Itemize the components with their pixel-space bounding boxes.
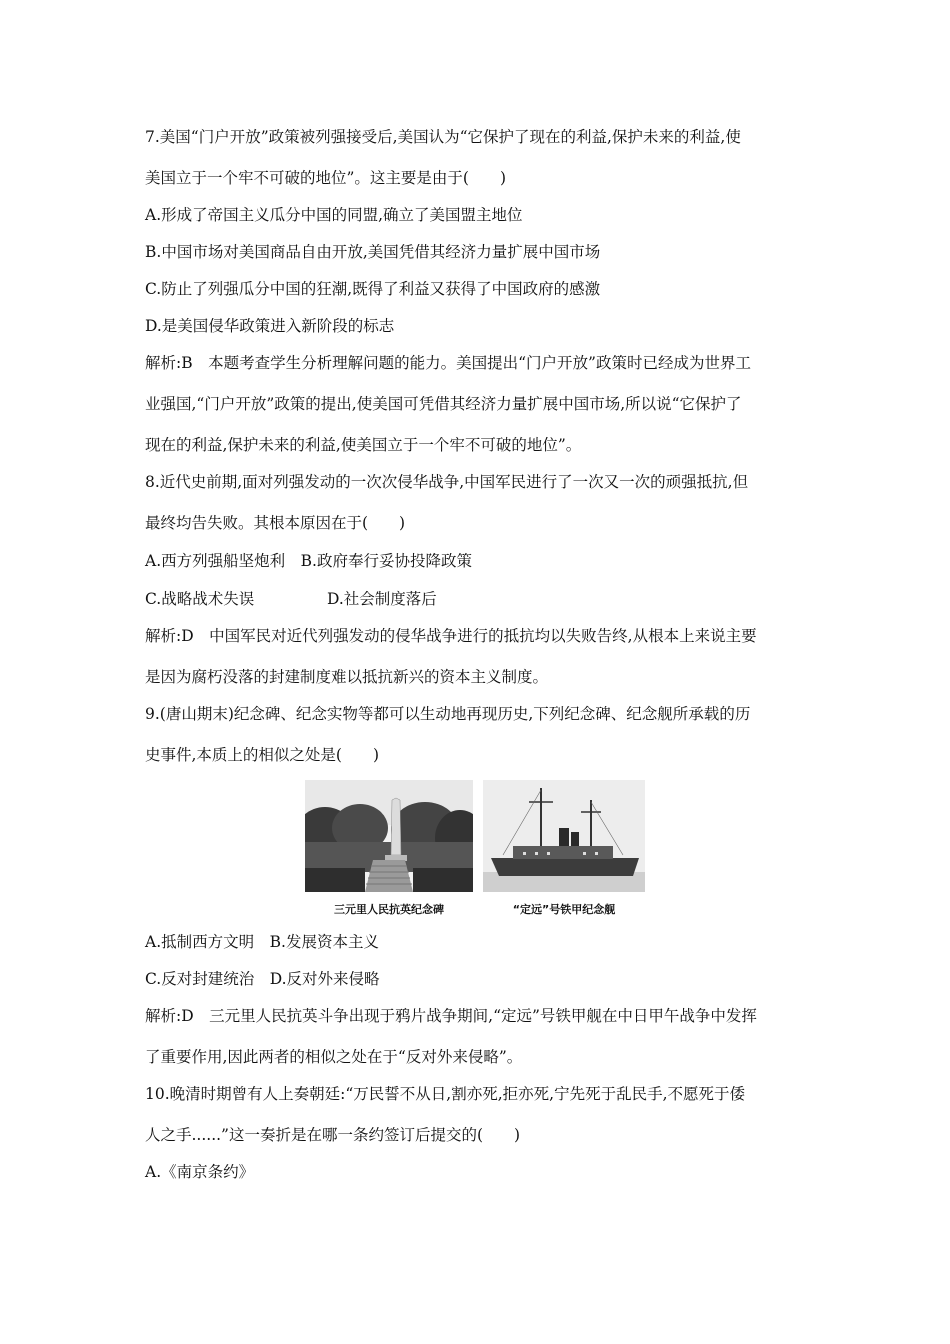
q9-options-line2: C.反对封建统治 D.反对外来侵略 bbox=[145, 970, 380, 988]
q10-option-a: A.《南京条约》 bbox=[145, 1163, 255, 1181]
q8-analysis-line1: 解析:D 中国军民对近代列强发动的侵华战争进行的抵抗均以失败告终,从根本上来说主要 bbox=[145, 627, 757, 645]
q8-analysis-line2: 是因为腐朽没落的封建制度难以抵抗新兴的资本主义制度。 bbox=[145, 668, 549, 686]
battleship-caption: “定远”号铁甲纪念舰 bbox=[512, 903, 616, 916]
q7-option-b: B.中国市场对美国商品自由开放,美国凭借其经济力量扩展中国市场 bbox=[145, 243, 601, 261]
q7-analysis-line2: 业强国,“门户开放”政策的提出,使美国可凭借其经济力量扩展中国市场,所以说“它保护了 bbox=[145, 395, 742, 413]
monument-photo bbox=[305, 780, 473, 892]
q8-option-d: D.社会制度落后 bbox=[327, 590, 437, 608]
q7-option-c: C.防止了列强瓜分中国的狂潮,既得了利益又获得了中国政府的感激 bbox=[145, 280, 601, 298]
q7-option-d: D.是美国侵华政策进入新阶段的标志 bbox=[145, 317, 395, 335]
q8-stem-line2: 最终均告失败。其根本原因在于( ) bbox=[145, 514, 406, 532]
q9-analysis-line1: 解析:D 三元里人民抗英斗争出现于鸦片战争期间,“定远”号铁甲舰在中日甲午战争中发挥 bbox=[145, 1007, 757, 1025]
q8-option-c: C.战略战术失误 bbox=[145, 590, 255, 608]
q9-stem-line1: 9.(唐山期末)纪念碑、纪念实物等都可以生动地再现历史,下列纪念碑、纪念舰所承载的历 bbox=[145, 705, 751, 723]
q8-stem-line1: 8.近代史前期,面对列强发动的一次次侵华战争,中国军民进行了一次又一次的顽强抵抗,但 bbox=[145, 473, 749, 491]
q9-options-line1: A.抵制西方文明 B.发展资本主义 bbox=[145, 933, 379, 951]
q7-option-a: A.形成了帝国主义瓜分中国的同盟,确立了美国盟主地位 bbox=[145, 206, 523, 224]
q9-stem-line2: 史事件,本质上的相似之处是( ) bbox=[145, 746, 380, 764]
q7-analysis-line1: 解析:B 本题考查学生分析理解问题的能力。美国提出“门户开放”政策时已经成为世界工 bbox=[145, 354, 751, 372]
q10-stem-line2: 人之手......”这一奏折是在哪一条约签订后提交的( ) bbox=[145, 1126, 521, 1144]
q7-stem-line1: 7.美国“门户开放”政策被列强接受后,美国认为“它保护了现在的利益,保护未来的利益,使 bbox=[145, 128, 741, 146]
battleship-image bbox=[483, 780, 645, 892]
q7-stem-line2: 美国立于一个牢不可破的地位”。这主要是由于( ) bbox=[145, 169, 507, 187]
q8-options-line1: A.西方列强船坚炮利 B.政府奉行妥协投降政策 bbox=[145, 552, 472, 570]
q10-stem-line1: 10.晚清时期曾有人上奏朝廷:“万民誓不从日,割亦死,拒亦死,宁先死于乱民手,不愿死于倭 bbox=[145, 1085, 746, 1103]
q9-analysis-line2: 了重要作用,因此两者的相似之处在于“反对外来侵略”。 bbox=[145, 1048, 523, 1066]
monument-image bbox=[305, 780, 473, 892]
battleship-photo bbox=[483, 780, 645, 892]
q7-analysis-line3: 现在的利益,保护未来的利益,使美国立于一个牢不可破的地位”。 bbox=[145, 436, 582, 454]
monument-caption: 三元里人民抗英纪念碑 bbox=[334, 903, 444, 916]
